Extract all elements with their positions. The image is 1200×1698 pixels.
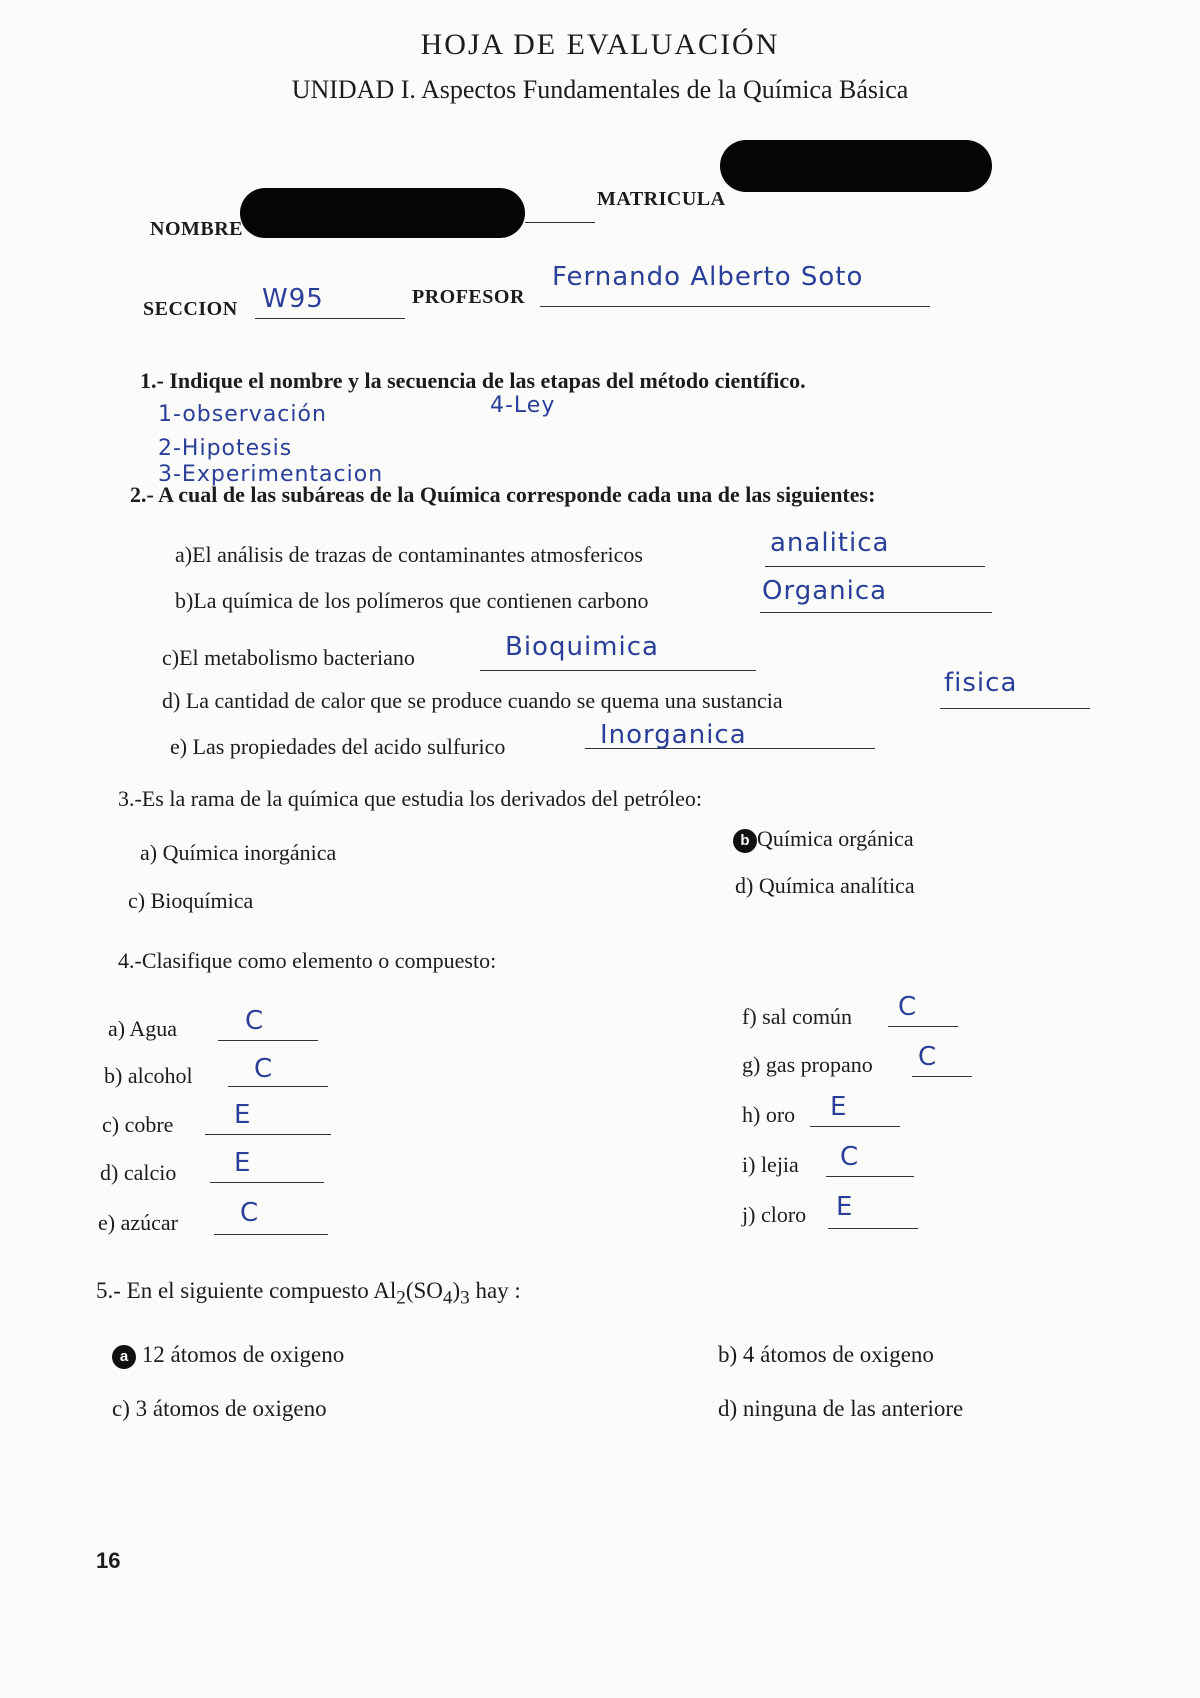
redacted-matricula xyxy=(720,140,992,192)
q2-item-b-text: b)La química de los polímeros que contienen carbono xyxy=(175,588,649,613)
q4-right-f: f) sal común xyxy=(742,1004,852,1029)
q2-item-c-blank xyxy=(480,670,756,671)
q2-item-a-answer: analitica xyxy=(770,528,890,558)
q4-left-a-blank xyxy=(218,1040,318,1041)
q4-left-c-blank xyxy=(205,1134,331,1135)
q4-left-b-blank xyxy=(228,1086,328,1087)
q5-option-a xyxy=(112,1342,344,1369)
q4-left-c-answer: E xyxy=(234,1100,252,1130)
q4-right-h-answer: E xyxy=(830,1092,848,1122)
profesor-label: PROFESOR xyxy=(412,286,525,308)
q4-right-f-blank xyxy=(888,1026,958,1027)
q4-left-d-blank xyxy=(210,1182,324,1183)
nombre-underline xyxy=(525,222,595,223)
q3-prompt: 3.-Es la rama de la química que estudia los derivados del petróleo: xyxy=(118,786,703,811)
page-number: 16 xyxy=(96,1548,121,1573)
q4-left-a-answer: C xyxy=(245,1006,265,1036)
seccion-value: W95 xyxy=(262,284,324,314)
q5-prompt-end: hay : xyxy=(469,1278,521,1303)
q5-option-a-selected-mark: a xyxy=(112,1345,136,1369)
q4-left-e-answer: C xyxy=(240,1198,260,1228)
q4-right-h: h) oro xyxy=(742,1102,796,1127)
q2-item-e xyxy=(170,734,505,760)
q4-right-j: j) cloro xyxy=(742,1202,807,1227)
q2-item-c-answer: Bioquimica xyxy=(505,632,659,662)
q5-prompt-mid: (SO xyxy=(405,1278,443,1303)
q2-item-d xyxy=(162,688,783,714)
seccion-underline xyxy=(255,318,405,319)
q5-prompt xyxy=(96,1278,521,1310)
q5-prompt-mid2: ) xyxy=(452,1278,461,1303)
q2-item-d-blank xyxy=(940,708,1090,709)
q3-option-b-selected-mark: b xyxy=(733,829,757,853)
q4-right-i-answer: C xyxy=(840,1142,860,1172)
q5-option-a-text: 12 átomos de oxigeno xyxy=(141,1342,345,1367)
q5-option-d: d) ninguna de las anteriore xyxy=(718,1396,964,1421)
redacted-name xyxy=(240,188,525,238)
q5-sub-so4: 3 xyxy=(460,1287,470,1309)
q1-answer-2: 2-Hipotesis xyxy=(158,436,293,461)
q4-right-j-answer: E xyxy=(836,1192,854,1222)
seccion-label: SECCION xyxy=(143,298,238,320)
q3-option-c: c) Bioquímica xyxy=(128,888,254,913)
q1-prompt: 1.- Indique el nombre y la secuencia de las etapas del método científico. xyxy=(140,368,806,393)
q4-right-i-blank xyxy=(826,1176,914,1177)
q3-option-b xyxy=(733,826,914,853)
q5-sub-o: 4 xyxy=(442,1287,453,1309)
profesor-underline xyxy=(540,306,930,307)
q4-left-e: e) azúcar xyxy=(98,1210,178,1235)
q4-right-j-blank xyxy=(828,1228,918,1229)
q4-left-a: a) Agua xyxy=(108,1016,178,1041)
q4-right-h-blank xyxy=(810,1126,900,1127)
q2-item-d-text: d) La cantidad de calor que se produce cuando se quema una sustancia xyxy=(162,688,783,713)
profesor-value: Fernando Alberto Soto xyxy=(552,262,864,292)
q2-item-b-answer: Organica xyxy=(762,576,888,606)
q4-left-e-blank xyxy=(214,1234,328,1235)
q5-option-c: c) 3 átomos de oxigeno xyxy=(112,1396,327,1421)
q2-item-b xyxy=(175,588,648,614)
q5-sub-al: 2 xyxy=(396,1287,406,1309)
q1-answer-3: 3-Experimentacion xyxy=(158,462,384,487)
q1-answer-4: 4-Ley xyxy=(490,393,556,418)
q3-option-d: d) Química analítica xyxy=(735,873,915,898)
q5-prompt-start: 5.- En el siguiente compuesto Al xyxy=(96,1278,397,1303)
q2-item-e-text: e) Las propiedades del acido sulfurico xyxy=(170,734,506,759)
q4-left-c: c) cobre xyxy=(102,1112,174,1137)
q4-right-g-answer: C xyxy=(918,1042,938,1072)
q4-left-b-answer: C xyxy=(254,1054,274,1084)
document-subtitle: UNIDAD I. Aspectos Fundamentales de la Química Básica xyxy=(291,75,909,104)
q4-right-i: i) lejia xyxy=(742,1152,799,1177)
q2-item-a-text: a)El análisis de trazas de contaminantes atmosfericos xyxy=(175,542,643,567)
q2-item-d-answer: fisica xyxy=(944,668,1018,698)
q5-option-b: b) 4 átomos de oxigeno xyxy=(718,1342,934,1367)
q2-item-a-blank xyxy=(765,566,985,567)
q4-right-g-blank xyxy=(912,1076,972,1077)
matricula-label: MATRICULA xyxy=(597,188,726,210)
q4-left-d-answer: E xyxy=(234,1148,252,1178)
q2-item-c-text: c)El metabolismo bacteriano xyxy=(162,645,415,670)
nombre-label: NOMBRE xyxy=(150,218,243,240)
q2-item-a xyxy=(175,542,643,568)
q2-item-b-blank xyxy=(760,612,992,613)
q4-prompt: 4.-Clasifique como elemento o compuesto: xyxy=(118,948,497,973)
q4-left-d: d) calcio xyxy=(100,1160,177,1185)
q4-left-b: b) alcohol xyxy=(104,1063,193,1088)
q2-item-e-answer: Inorganica xyxy=(600,720,747,750)
q3-option-b-text: Química orgánica xyxy=(757,826,914,851)
q4-right-g: g) gas propano xyxy=(742,1052,873,1077)
q2-prompt: 2.- A cual de las subáreas de la Química corresponde cada una de las siguientes: xyxy=(130,482,876,507)
q2-item-c xyxy=(162,645,415,671)
q4-right-f-answer: C xyxy=(898,992,918,1022)
document-title: HOJA DE EVALUACIÓN xyxy=(420,28,780,61)
q3-option-a: a) Química inorgánica xyxy=(140,840,337,865)
q1-answer-1: 1-observación xyxy=(158,402,327,427)
